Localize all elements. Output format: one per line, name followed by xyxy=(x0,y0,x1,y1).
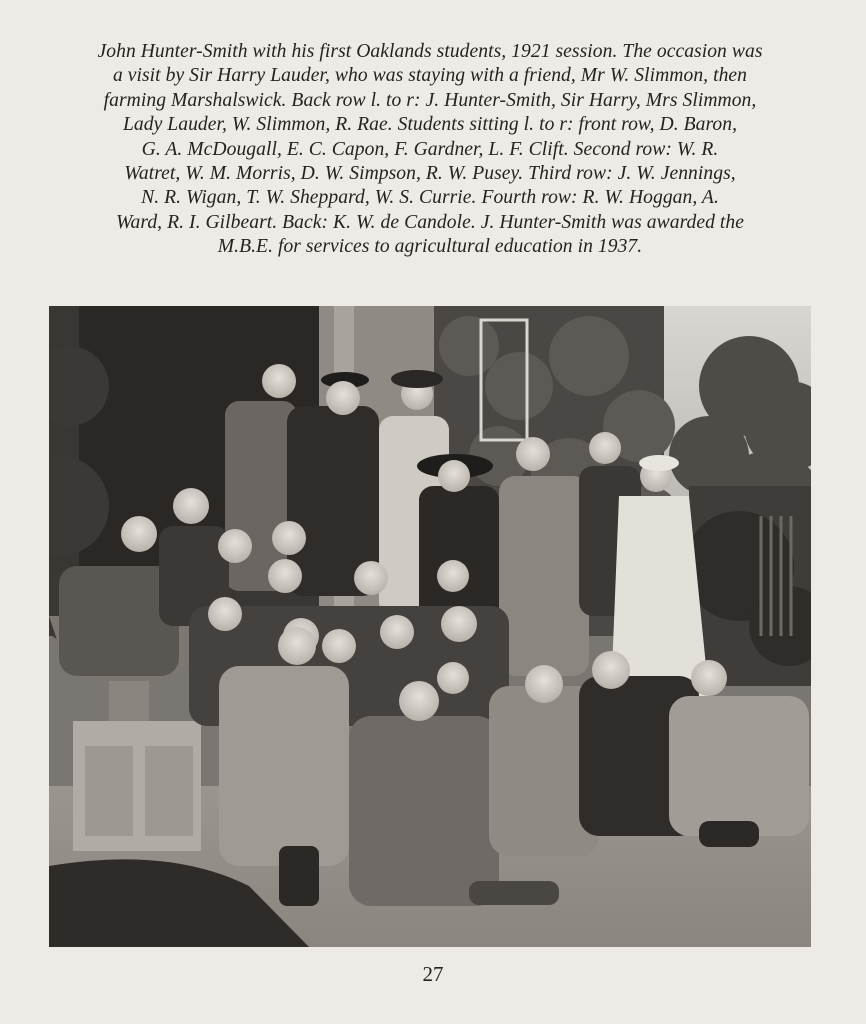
caption-line: Ward, R. I. Gilbeart. Back: K. W. de Candole. J. Hunter-Smith was awarded the xyxy=(115,211,745,233)
caption-line: John Hunter-Smith with his first Oaklands students, 1921 session. The occasion was xyxy=(97,41,763,62)
photo-caption xyxy=(48,40,812,260)
caption-line: Lady Lauder, W. Slimmon, R. Rae. Students sitting l. to r: front row, D. Baron, xyxy=(122,114,738,136)
caption-line: G. A. McDougall, E. C. Capon, F. Gardner, L. F. Clift. Second row: W. R. xyxy=(141,138,719,160)
caption-line: a visit by Sir Harry Lauder, who was staying with a friend, Mr W. Slimmon, then xyxy=(112,65,748,87)
caption-line: farming Marshalswick. Back row l. to r: J. Hunter-Smith, Sir Harry, Mrs Slimmon, xyxy=(103,89,757,111)
page-number: 27 xyxy=(422,962,444,986)
caption-line: M.B.E. for services to agricultural education in 1937. xyxy=(217,236,643,258)
group-photograph xyxy=(49,306,811,947)
caption-line: Watret, W. M. Morris, D. W. Simpson, R. W. Pusey. Third row: J. W. Jennings, xyxy=(124,163,736,185)
caption-line: N. R. Wigan, T. W. Sheppard, W. S. Currie. Fourth row: R. W. Hoggan, A. xyxy=(141,187,719,209)
